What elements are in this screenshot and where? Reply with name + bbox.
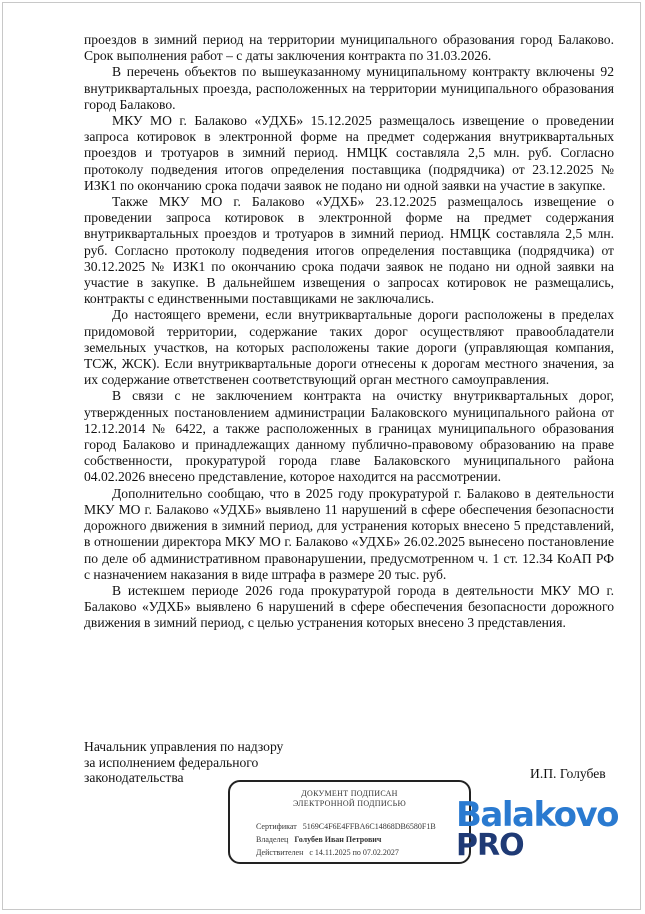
stamp-label: Владелец xyxy=(256,835,289,844)
paragraph: До настоящего времени, если внутриквартальные дороги расположены в пределах придомовой территории, содержание таких дорог осуществляют правообладатели земельных участков, на которых расположены такие дороги (управляющая компания, ТСЖ, ЖСК). Если внутриквартальные дороги отнесены к дорогам местного значения, за их содержание ответственен соответствующий орган местного самоуправления. xyxy=(84,307,614,388)
signatory-position xyxy=(84,739,344,786)
signatory-name: И.П. Голубев xyxy=(530,766,606,781)
stamp-certificate xyxy=(256,822,436,832)
paragraph: проездов в зимний период на территории муниципального образования город Балаково. Срок выполнения работ – с даты заключения контракта по 31.03.2026. xyxy=(84,32,614,64)
position-line: Начальник управления по надзору xyxy=(84,739,284,754)
stamp-owner xyxy=(256,835,381,845)
paragraph: В истекшем периоде 2026 года прокуратурой города в деятельности МКУ МО г. Балаково «УДХБ» выявлено 6 нарушений в сфере обеспечения безопасности дорожного движения в зимний период, с целью устранения которых внесено 3 представления. xyxy=(84,582,614,631)
paragraph: В перечень объектов по вышеуказанному муниципальному контракту включены 92 внутриквартальных проезда, расположенных на территории муниципального образования город Балаково. xyxy=(84,64,614,112)
stamp-heading-line: ДОКУМЕНТ ПОДПИСАН xyxy=(301,789,398,798)
position-line: законодательства xyxy=(84,770,184,785)
stamp-heading-line: ЭЛЕКТРОННОЙ ПОДПИСЬЮ xyxy=(292,799,407,808)
stamp-label: Сертификат xyxy=(256,822,297,831)
paragraph: МКУ МО г. Балаково «УДХБ» 15.12.2025 размещалось извещение о проведении запроса котировок в электронной форме на предмет содержания внутриквартальных проездов и тротуаров в зимний период. НМЦК составляла 2,5 млн. руб. Согласно протоколу подведения итогов определения поставщика (подрядчика) от 23.12.2025 № ИЗК1 по окончанию срока подачи заявок не подано ни одной заявки на участие в закупке. xyxy=(84,113,614,193)
position-line: за исполнением федерального xyxy=(84,754,259,770)
paragraph: Также МКУ МО г. Балаково «УДХБ» 23.12.2025 размещалось извещение о проведении запроса котировок в электронной форме на предмет содержания внутриквартальных проездов и тротуаров в зимний период. НМЦК составляла 2,5 млн. руб. Согласно протоколу подведения итогов определения поставщика (подрядчика) от 30.12.2025 № ИЗК1 по окончанию срока подачи заявок не подано ни одной заявки на участие в закупке. В дальнейшем извещения о запросах котировок не размещались, контракты с единственными поставщиками не заключались. xyxy=(84,194,614,307)
stamp-validity xyxy=(256,848,399,858)
letter-body xyxy=(84,32,614,632)
stamp-value: Голубев Иван Петрович xyxy=(294,835,382,844)
stamp-heading xyxy=(230,789,469,809)
paragraph: В связи с не заключением контракта на очистку внутриквартальных дорог, утвержденных постановлением администрации Балаковского муниципального района от 12.12.2014 № 6422, а также расположенных в границах муниципального образования город Балаково и принадлежащих данному публично-правовому образованию на праве собственности, прокуратурой города главе Балаковского муниципального района 04.02.2026 внесено представление, которое находится на рассмотрении. xyxy=(84,388,614,485)
stamp-value: 5169C4F6E4FFBA6C14868DB6580F1B xyxy=(302,822,436,831)
logo-line-1: Balakovo xyxy=(456,795,619,835)
paragraph: Дополнительно сообщаю, что в 2025 году прокуратурой г. Балаково в деятельности МКУ МО г. Балаково «УДХБ» выявлено 11 нарушений в сфере обеспечения безопасности дорожного движения в зимний период, для устранения которых внесено 5 представлений, в отношении директора МКУ МО г. Балаково «УДХБ» 26.02.2025 вынесено постановление по деле об административном правонарушении, предусмотренном ч. 1 ст. 12.34 КоАП РФ с назначением наказания в виде штрафа в размере 20 тыс. руб. xyxy=(84,485,614,582)
stamp-value: с 14.11.2025 по 07.02.2027 xyxy=(309,848,399,857)
stamp-label: Действителен xyxy=(256,848,304,857)
logo-line-2: PRO xyxy=(456,828,524,863)
balakovo-pro-logo xyxy=(456,795,619,865)
electronic-signature-stamp xyxy=(228,780,471,864)
